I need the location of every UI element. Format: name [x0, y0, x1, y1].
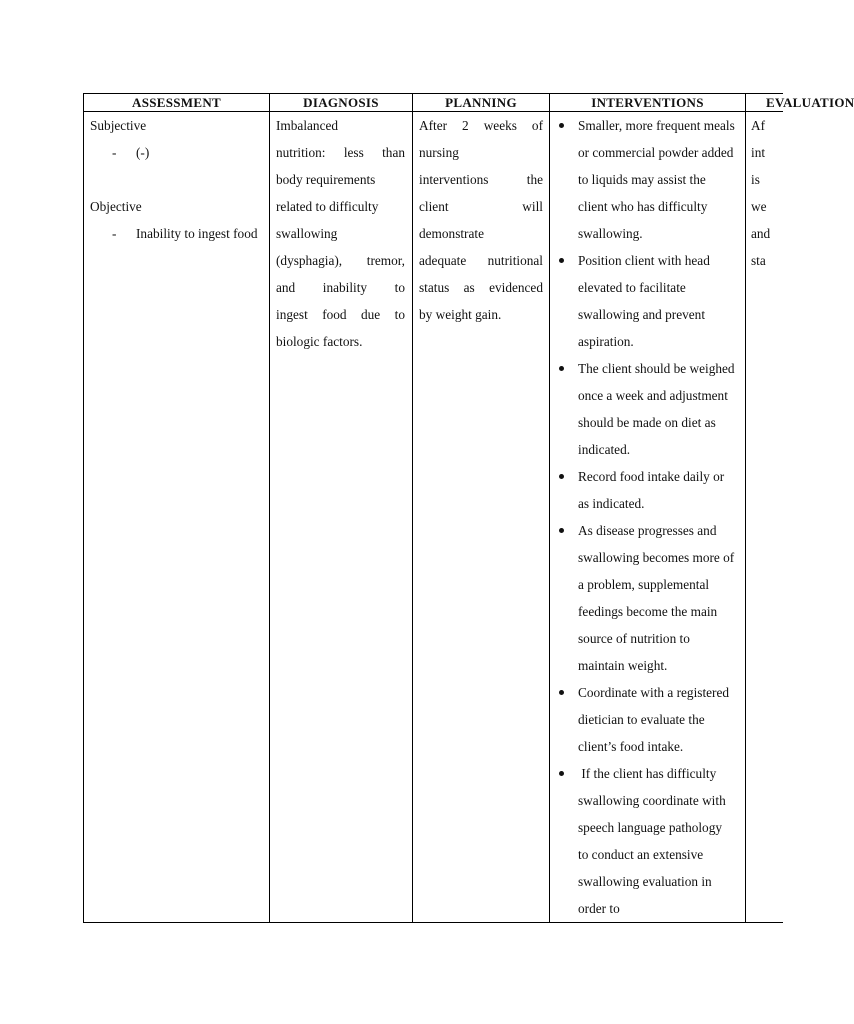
- diagnosis-line: nutrition: less than: [276, 145, 405, 160]
- evaluation-line: and: [751, 226, 771, 241]
- bullet-icon: [559, 258, 564, 263]
- diagnosis-line: and inability to: [276, 280, 405, 295]
- planning-line: adequate nutritional: [419, 253, 543, 268]
- evaluation-line: Af: [751, 118, 766, 133]
- diagnosis-line: related to difficulty: [276, 199, 379, 214]
- evaluation-line: int: [751, 145, 766, 160]
- planning-line: by weight gain.: [419, 307, 502, 322]
- evaluation-cell: [746, 112, 771, 274]
- interventions-list: [556, 112, 771, 920]
- diagnosis-line: ingest food due to: [276, 307, 405, 322]
- objective-label: Objective: [90, 199, 142, 214]
- planning-line: client will: [419, 199, 543, 214]
- bullet-icon: [559, 474, 564, 479]
- intervention-item: Coordinate with a registered dietician to evaluate the client’s food intake.: [556, 679, 736, 760]
- header-interventions: INTERVENTIONS: [591, 95, 704, 110]
- header-planning: PLANNING: [445, 95, 517, 110]
- dash-marker: -: [112, 226, 117, 241]
- bullet-icon: [559, 528, 564, 533]
- intervention-item: As disease progresses and swallowing becomes more of a problem, supplemental feedings become the main source of nutrition to maintain weight.: [556, 517, 738, 679]
- subjective-item: - (-): [90, 139, 262, 166]
- diagnosis-line: (dysphagia), tremor,: [276, 253, 405, 268]
- col-border-1: [269, 93, 270, 923]
- intervention-item: Smaller, more frequent meals or commercial powder added to liquids may assist the client who has difficulty swallowing.: [556, 112, 736, 247]
- planning-line: interventions the: [419, 172, 543, 187]
- spacer: [90, 166, 262, 193]
- bullet-icon: [559, 771, 564, 776]
- diagnosis-line: biologic factors.: [276, 334, 363, 349]
- assessment-cell: [90, 112, 262, 247]
- header-assessment: ASSESSMENT: [132, 95, 221, 110]
- header-evaluation: EVALUATION: [766, 95, 854, 110]
- diagnosis-line: Imbalanced: [276, 118, 339, 133]
- col-border-left: [83, 93, 84, 923]
- table-bottom-border: [83, 922, 783, 923]
- diagnosis-line: body requirements: [276, 172, 376, 187]
- intervention-item: If the client has difficulty swallowing coordinate with speech language pathology to conduct an extensive swallowing evaluation in order to: [556, 760, 738, 922]
- bullet-icon: [559, 690, 564, 695]
- planning-cell: [419, 112, 543, 328]
- planning-line: demonstrate: [419, 226, 484, 241]
- bullet-icon: [559, 123, 564, 128]
- col-border-2: [412, 93, 413, 923]
- objective-item: - Inability to ingest food: [90, 220, 261, 247]
- col-border-3: [549, 93, 550, 923]
- bullet-icon: [559, 366, 564, 371]
- diagnosis-cell: [276, 112, 405, 355]
- planning-line: After 2 weeks of: [419, 118, 543, 133]
- diagnosis-line: swallowing: [276, 226, 338, 241]
- planning-line: nursing: [419, 145, 459, 160]
- dash-marker: -: [112, 145, 117, 160]
- subjective-label: Subjective: [90, 118, 147, 133]
- intervention-item: Record food intake daily or as indicated.: [556, 463, 736, 517]
- evaluation-line: we: [751, 199, 767, 214]
- intervention-item: The client should be weighed once a week and adjustment should be made on diet as indicated.: [556, 355, 736, 463]
- planning-line: status as evidenced: [419, 280, 543, 295]
- evaluation-line: sta: [751, 253, 766, 268]
- header-diagnosis: DIAGNOSIS: [303, 95, 379, 110]
- evaluation-line: is: [751, 172, 760, 187]
- nursing-care-plan-table: [83, 93, 854, 923]
- intervention-item: Position client with head elevated to facilitate swallowing and prevent aspiration.: [556, 247, 736, 355]
